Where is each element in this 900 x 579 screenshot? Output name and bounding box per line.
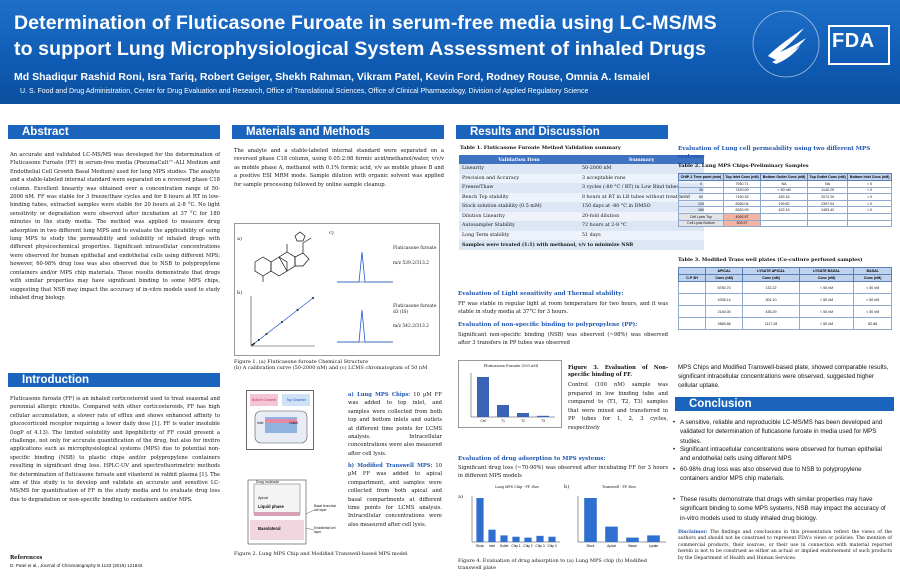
table1-title: Table 1. Fluticasone Furoate Method Validation summary: [460, 145, 621, 151]
chart-bar: [605, 527, 618, 542]
table-cell: 1140.25: [807, 187, 847, 194]
table-cell: NA: [807, 181, 847, 188]
table-cell: NA: [761, 181, 808, 188]
table-cell: 2140.00: [705, 306, 743, 318]
table-cell: [761, 220, 808, 227]
table-cell: Bench Top stability: [459, 193, 579, 203]
chart-tick-label: Lysate: [648, 544, 659, 548]
table-cell: Linearity: [459, 164, 579, 174]
table-cell: 20-fold dilution: [579, 212, 704, 222]
table-cell: 7420.09: [723, 187, 760, 194]
chart-tick-label: Ctrl: [480, 419, 486, 423]
disclaimer-text: The findings and conclusions in this presentation reflect the views of the authors and should not be construed to represent FDA's views or policies. The mention of commercial products, their sources, or their use in connection with material reported herein is not to be construed as either an actual or implied endorsement of such products by the Department of Health and Human Services.: [678, 530, 892, 561]
table-cell: < 0: [848, 200, 892, 207]
liquid-phase-label: Liquid phase: [258, 504, 284, 509]
table-header-cell: Top Inlet Conc (nM): [725, 175, 759, 179]
table-row: [679, 318, 892, 330]
table3-group-row: [679, 268, 892, 275]
apical-label: Apical: [258, 496, 268, 500]
chart-bar: [548, 537, 555, 542]
table-cell: 3 cycles (-80 °C / RT) in Low Bind tubes: [579, 183, 704, 193]
conclusion-bullet-1: • A sensitive, reliable and reproducible LC-MS/MS has been developed and validated for determination of fluticasone furoate in media used for MPS studies.: [680, 418, 888, 446]
fig4a-title: Lung MPS Chip - FF 3hrs: [495, 485, 539, 489]
table-cell: Long Term stability: [459, 231, 579, 241]
table-header-cell: Bottom Outlet Conc (nM): [761, 174, 808, 181]
table-cell: 304.10: [743, 294, 799, 306]
table-cell: 4092.97: [723, 213, 760, 220]
drug-molecule-label: Drug molecule: [256, 480, 280, 484]
table-header-cell: Conc (nM): [799, 275, 854, 282]
chart-tick-label: Stock: [476, 544, 484, 548]
table-header-cell: Conc (nM): [854, 275, 892, 282]
chart-bar: [477, 377, 489, 417]
methods-heading: Materials and Methods: [232, 125, 444, 139]
table2-header-row: [679, 174, 892, 181]
chart-tick-label: Chip 4: [547, 544, 557, 548]
chart-bar: [517, 413, 529, 417]
figure-1-caption-1: Figure 1. (a) Fluticasone furoate Chemical Structure: [234, 359, 369, 365]
chip-results-table: [678, 173, 892, 227]
table-cell: [807, 213, 847, 220]
abstract-text: An accurate and validated LC-MS/MS was developed for the determination of Fluticasone Furoate (FF) in serum-free media (PneumaCult™-ALI Medium and Endothelial Cell Growth Basal Medium) used for lung MPS studies. The analyte and a stable-labeled internal standard were separated on a reversed phase C18 column. Excellent linearity was obtained over a concentration range of 50-2000 nM. FF was stable for 3 freeze/thaw cycles and for 8 hours at RT in low-binding tubes, extracted samples were stable for 20 hours at 2-8 °C. No light sensitivity or degradation were observed after incubation at 37 °C for 180 minutes in the study media. The method was applied to measure drug adsorption in two different lung MPS and to evaluate the applicability of using lung MPS to study the permeability and solubility of inhaled drugs with different physicochemical properties. Significant intracellular concentrations were observed for human epithelial and endothelial cells using different MPS; however, 60-98% drug loss was also observed due to NSB to polypropylene containers and/or MPS chip materials. These results demonstrate that drugs with similar properties may have significant binding to some MPS chips, suggesting that NSB may impact the accuracy of in-vitro models used to study inhaled drug biology.: [10, 152, 220, 301]
table-header-cell: Top Outlet Conc (nM): [807, 174, 847, 181]
chart-tick-label: Stock: [586, 544, 595, 548]
table-cell: < 50 nM: [854, 306, 892, 318]
table-row: [679, 282, 892, 294]
table-cell: 2883.88: [705, 318, 743, 330]
table-cell: < 50 nM: [799, 306, 854, 318]
adsorption-heading: Evaluation of drug adsorption to MPS systems:: [458, 456, 606, 462]
chart-tick-label: Basal: [628, 544, 637, 548]
chart-point: [258, 339, 260, 341]
table-cell: 2453.42: [807, 207, 847, 214]
fda-logo: FDA: [828, 25, 890, 65]
table-cell: 132.22: [743, 282, 799, 294]
table-cell: Dilution Linearity: [459, 212, 579, 222]
table-cell: 82.88: [854, 318, 892, 330]
table-cell: [848, 220, 892, 227]
table-header-cell: LYSATE APICAL: [743, 268, 799, 275]
figure-4-caption: Figure 4. Evaluation of drug adsorption to (a) Lung MPS chip (b) Modified transwell plate: [458, 558, 647, 571]
nsb-heading: Evaluation of non-specific binding to polypropylene (PP):: [458, 322, 638, 328]
introduction-heading: Introduction: [8, 373, 220, 387]
calibration-curve: [243, 292, 319, 352]
chart-tick-label: T3: [541, 419, 545, 423]
table-cell: [807, 220, 847, 227]
table-cell: Samples were treated (1:1) with methanol, v/v to minimize NSB: [459, 240, 704, 250]
peak2-name: Fluticasone furoate d3 (IS): [393, 304, 437, 315]
peak1-name: Fluticasone furoate: [393, 246, 437, 251]
table-cell: [761, 213, 808, 220]
mps-b-title: b) Modified Transwell MPS:: [348, 463, 433, 469]
table-cell: 50-2000 nM: [579, 164, 704, 174]
table-row: [459, 212, 704, 222]
fig4-label-a: a): [458, 494, 463, 500]
table-row: [459, 174, 704, 184]
fig4-label-b: b): [564, 484, 570, 490]
mps-a-description: [348, 391, 442, 458]
abstract-heading: Abstract: [8, 125, 220, 139]
chart-bar: [500, 535, 507, 542]
outlet-label: Outlet: [289, 421, 299, 425]
fluticasone-structure: [245, 228, 315, 288]
table-row: [459, 221, 704, 231]
table-cell: 6320.09: [723, 207, 760, 214]
chart-bar: [626, 538, 639, 542]
poster-header: [0, 0, 900, 104]
disclaimer: [678, 530, 892, 562]
affiliation: U. S. Food and Drug Administration, Center for Drug Evaluation and Research, Office of Translational Sciences, Office of Clinical Pharmacology, Division of Applied Regulatory Science: [20, 88, 589, 95]
table1-header-item: Validation Item: [459, 155, 579, 164]
table-cell: 7930.71: [723, 181, 760, 188]
table3-title: Table 3. Modified Trans well plates (Co-culture perfused samples): [678, 257, 863, 263]
table-cell: Stock solution stability (0.5 mM): [459, 202, 579, 212]
mps-a-title: a) Lung MPS Chips:: [348, 392, 411, 398]
chart-bar: [647, 535, 660, 542]
transwell-sketch: [244, 476, 336, 548]
chart-tick-label: T1: [501, 419, 505, 423]
mps-b-description: [348, 462, 442, 529]
table-cell: 7150.33: [723, 194, 760, 201]
transwell-results-table: [678, 267, 892, 330]
permeability-summary: MPS Chips and Modified Transwell-based plate, showed comparable results, significant intracellular concentrations were observed, suggested higher cellular uptake.: [678, 364, 889, 389]
table-cell: 30: [679, 187, 724, 194]
table-row: [679, 220, 892, 227]
reference-item: D. Patel et al., Journal of Chromatography B 1132 (2019) 121843: [10, 563, 143, 568]
figure-2-caption: Figure 2. Lung MPS Chip and Modified Transwell-based MPS model: [234, 551, 408, 557]
table-cell: 60: [679, 194, 724, 201]
table-row: [459, 202, 704, 212]
table-cell: 8266.04: [723, 200, 760, 207]
endothelial-label: Endothelial cell layer: [314, 526, 336, 534]
table3-subheader-row: [679, 275, 892, 282]
table-cell: < 50 nM: [761, 187, 808, 194]
table-cell: 72 hours at 2-8 °C: [579, 221, 704, 231]
chart-bar: [524, 538, 531, 542]
table-row: [679, 181, 892, 188]
methods-text: The analyte and a stable-labeled internal standard were separated on a reversed phase C18 column, using 0.05:2:98 formic acid/methanol/water, v/v/v as mobile phase A, methanol with 0.1% formic acid, v/v as mobile phase B and a positive ESI MRM mode. Sample dilution with organic solvent was applied for sample processing followed by online sample cleanup.: [234, 148, 444, 188]
table-row: [679, 306, 892, 318]
chart-bar: [488, 530, 495, 542]
table-header-cell: Conc (nM): [705, 275, 743, 282]
results-heading: Results and Discussion: [456, 125, 668, 139]
chart-tick-label: Chip 3: [535, 544, 545, 548]
table-cell: [679, 306, 706, 318]
mps-a-text: 10 µM FF was added to top inlet, and samples were collected from both top and bottom inlets and outlets at different time points for LCMS analysis. Intracellular concentrations were also measured after cell lysis.: [348, 392, 442, 457]
transwell-adsorption-chart: [572, 492, 668, 552]
fig1-label-c: c): [329, 230, 334, 236]
table-cell: 6760.70: [705, 282, 743, 294]
table1-header-summary: Summary: [579, 155, 704, 164]
chart-bar: [584, 498, 597, 542]
figure-1: [234, 223, 440, 356]
chart-tick-label: Apical: [607, 544, 616, 548]
disclaimer-label: Disclaimer:: [678, 530, 708, 535]
chart-tick-label: T2: [521, 419, 525, 423]
table-row: [679, 294, 892, 306]
table-cell: 303.97: [723, 220, 760, 227]
chart-bar: [476, 498, 483, 542]
chart-tick-label: Chip 2: [523, 544, 533, 548]
top-channel-label: Top Channel: [282, 394, 310, 406]
table-cell: < 50 nM: [854, 282, 892, 294]
peak1-mz: m/z 539.2/313.2: [393, 261, 429, 266]
table-row: [459, 240, 704, 250]
figure-4: [458, 482, 670, 554]
nsb-text: Significant non-specific binding (NSB) was observed (~98%) was observed after 3 transfers in PP tubes was observed: [458, 332, 668, 347]
table-row: [459, 183, 704, 193]
table-cell: Cell Lysis Bottom: [679, 220, 724, 227]
table-cell: 120: [679, 200, 724, 207]
light-text: FF was stable in regular light at room temperature for two hours, and it was stable in study media at 37°C for 3 hours.: [458, 301, 668, 316]
introduction-text: Fluticasone furoate (FF) is an inhaled corticosteroid used to treat seasonal and perennial allergic rhinitis. Compared with other corticosteroids, FF has high cellular accumulation, a slower rate of efflux and shows enhanced affinity to glucocorticoid receptor requiring a lower daily dose [1]. FF is water insoluble (logP of 4.13). The limited solubility and lipophilicity of FF could present a challenge, not only for accurate quantification of the drug, but also for invitro applications such as microphysiological systems (MPS) due to potential non-specific binding (NSB) to plastic chips and/or polypropylene containers resulting in significant drug loss. HPLC-UV and spectrofluorimetric methods for determination of fluticasone furoate and vilanterol in rabbit plasma [1]. The aim of this study is to develop and validate an accurate and sensitive LC-MS/MS for quantification of FF in the study media and to evaluate drug loss due to degradation or non-specific binding to containers and/or MPS.: [10, 396, 220, 503]
bottom-channel-label: Bottom Channel: [250, 394, 278, 406]
chart-point: [253, 343, 255, 345]
table-row: [459, 231, 704, 241]
table-cell: 0: [679, 181, 724, 188]
fig3-title: Fluticasone Furoate (100 nM): [483, 364, 539, 368]
table-cell: 2397.04: [807, 200, 847, 207]
chart-point: [297, 309, 299, 311]
chart-point: [266, 333, 268, 335]
fig4b-title: Transwell - FF 3hrs: [602, 485, 636, 489]
table-cell: 422.43: [761, 207, 808, 214]
chart-bar: [537, 416, 549, 417]
table-header-cell: BASAL: [854, 268, 892, 275]
table-cell: < 0: [848, 187, 892, 194]
table-cell: < 0: [848, 181, 892, 188]
table-header-cell: Bottom Inlet Conc (nM): [848, 174, 892, 181]
table-header-cell: CHIP-1 Time point (min): [679, 174, 724, 181]
table-cell: [679, 318, 706, 330]
authors: Md Shadiqur Rashid Roni, Isra Tariq, Robert Geiger, Shekh Rahman, Vikram Patel, Kevin Ford, Rodney Rouse, Omnia A. Ismaiel: [14, 71, 650, 83]
table3-body: [679, 282, 892, 330]
table-cell: 2072.20: [807, 194, 847, 201]
table-row: [679, 200, 892, 207]
chart-point: [281, 321, 283, 323]
conclusion-heading: Conclusion: [675, 397, 894, 411]
table-row: [459, 164, 704, 174]
table-cell: 8 hours at RT in LB tubes without treatment: [579, 193, 704, 203]
table2-body: [679, 181, 892, 227]
table-header-cell: C-P 3H: [679, 275, 706, 282]
table-cell: 1117.28: [743, 318, 799, 330]
table-cell: 183.16: [761, 194, 808, 201]
table-cell: < 0: [848, 194, 892, 201]
validation-table: [459, 155, 704, 250]
table-cell: Cell Lysis Top: [679, 213, 724, 220]
fig1-label-a: a): [237, 236, 242, 242]
fig3-caption: Figure 3. Evaluation of Non-specific binding of FF.: [568, 365, 668, 379]
hhs-eagle-logo: [750, 8, 822, 80]
table-cell: 150 days at -80 °C in DMSO: [579, 202, 704, 212]
table-cell: < 50 nM: [799, 282, 854, 294]
lung-chip-diagram: [246, 390, 314, 450]
adsorption-text: Significant drug loss (~70-90%) was observed after incubating FF for 3 hours in different MPS models: [458, 465, 668, 480]
chart-bar: [512, 537, 519, 542]
table-row: [679, 213, 892, 220]
fig1-label-b: b): [237, 290, 243, 296]
table-cell: [679, 294, 706, 306]
table-cell: Autosampler Stability: [459, 221, 579, 231]
conclusion-bullet-4: • These results demonstrate that drugs with similar properties may have significant binding to some MPS systems, NSB may impact the accuracy of in-vitro models used to study inhaled drug biology.: [680, 495, 888, 523]
table-header-cell: LYSATE BASAL: [799, 268, 854, 275]
table-header-cell: Conc (nM): [743, 275, 799, 282]
chart-bar: [497, 405, 509, 417]
mps-chip-adsorption-chart: [466, 492, 562, 552]
light-heading: Evaluation of Light sensitivity and Thermal stability:: [458, 291, 624, 297]
peak2-mz: m/z 542.2/313.2: [393, 324, 429, 329]
table-cell: Precision and Accuracy: [459, 174, 579, 184]
table-cell: [848, 213, 892, 220]
table-cell: 4336.14: [705, 294, 743, 306]
inlet-label: Inlet: [257, 421, 264, 425]
mps-b-text: 10 µM FF was added to apical compartment, and samples were collected from both apical and basal compartments at different time points for LCMS analysis. Intracellular concentrations were also measured after cell lysis.: [348, 463, 443, 528]
table-cell: 51 days: [579, 231, 704, 241]
table-cell: 180: [679, 207, 724, 214]
chart-bar: [536, 536, 543, 542]
fig3-description: Control (100 nM) sample was prepared in low binding tube and compared to (T1, T2, T3) samples that were mixed and transferred in PP tubes for 1, 2, 3 cycles, respectively: [568, 382, 668, 431]
chip-body: [253, 407, 309, 447]
conclusion-bullet-3: • 60-98% drug loss was also observed due to NSB to polypropylene containers and/or MPS chip materials.: [680, 465, 888, 484]
table-cell: 436.29: [743, 306, 799, 318]
table-header-cell: [679, 268, 706, 275]
figure-3: [458, 360, 562, 428]
conclusion-bullet-2: • Significant intracellular concentrations were observed for human epithelial and endothelial cells using different MPS: [680, 445, 888, 464]
basal-epithelial-label: Basal bronchial cell layer: [314, 504, 336, 512]
table-cell: 199.82: [761, 200, 808, 207]
references-heading: References: [10, 555, 43, 561]
table-row: [679, 194, 892, 201]
figure-1-caption-2: (b) A calibration curve (50-2000 nM) and (c) LCMS chromatogram of 50 nM: [234, 365, 428, 371]
table-cell: [679, 282, 706, 294]
table-row: [459, 193, 704, 203]
table-cell: 3 acceptable runs: [579, 174, 704, 184]
chart-tick-label: Chip 1: [511, 544, 521, 548]
table-row: [679, 187, 892, 194]
table-row: [679, 207, 892, 214]
table2-title: Table 2. Lung MPS Chips-Preliminary Samples: [678, 163, 809, 169]
title-line-2: to support Lung Microphysiological System Assessment of inhaled Drugs: [14, 38, 707, 60]
chart-point: [312, 297, 314, 299]
poster-title: [14, 10, 744, 62]
table-header-cell: APICAL: [705, 268, 743, 275]
transwell-diagram: [244, 476, 336, 548]
table-cell: < 0: [848, 207, 892, 214]
title-line-1: Determination of Fluticasone Furoate in serum-free media using LC-MS/MS: [14, 12, 717, 34]
table-cell: Freeze/Thaw: [459, 183, 579, 193]
basolateral-label: Basolateral: [258, 526, 281, 531]
nsb-bar-chart: [463, 371, 559, 427]
chart-tick-label: Inlet: [488, 544, 496, 548]
table-cell: < 50 nM: [799, 318, 854, 330]
permeability-heading: Evaluation of Lung cell permeability using two different MPS systems:: [678, 146, 871, 161]
validation-table-body: [459, 164, 704, 250]
table-cell: < 50 nM: [854, 294, 892, 306]
chart-tick-label: Outlet: [499, 544, 509, 548]
table-cell: < 50 nM: [799, 294, 854, 306]
